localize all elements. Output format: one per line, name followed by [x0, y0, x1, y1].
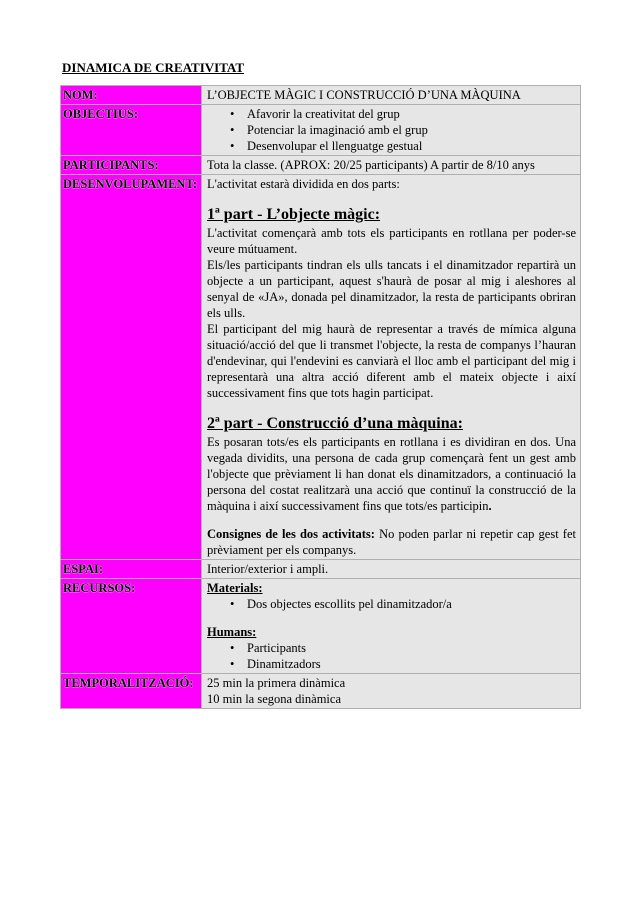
label-espai: ESPAI: [61, 560, 202, 579]
list-item: • Potenciar la imaginació amb el grup [247, 122, 576, 138]
spacer [207, 612, 576, 624]
list-item: • Dos objectes escollits pel dinamitzador/a [247, 596, 576, 612]
part1-paragraph: El participant del mig haurà de representar a través de mímica alguna situació/acció del que li transmet l'objecte, la resta de companys l’hauran d'endevinar, qui l'endevini es canviarà el lloc amb el participant del mig i representarà una altra acció diferent amb el mateix objecte i així successivament fins que tots hagin participat. [207, 322, 576, 400]
value-recursos [202, 579, 581, 674]
temporalitzacio-line: 25 min la primera dinàmica [207, 676, 346, 690]
value-espai: Interior/exterior i ampli. [202, 560, 581, 579]
value-desenvolupament [202, 175, 581, 560]
row-espai [61, 560, 581, 579]
humans-heading: Humans: [207, 625, 257, 639]
row-objectius [61, 105, 581, 156]
label-objectius: OBJECTIUS: [61, 105, 202, 156]
desenvolupament-intro: L'activitat estarà dividida en dos parts: [207, 177, 400, 191]
part2-heading: 2ª part - Construcció d’una màquina: [207, 415, 463, 432]
consignes-label: Consignes de les dos activitats: [207, 527, 375, 541]
consignes-text: No poden parlar ni repetir cap gest fet prèviament per els companys. [207, 527, 576, 557]
part2-paragraph [207, 434, 576, 514]
row-recursos [61, 579, 581, 674]
spacer [207, 514, 576, 526]
objectius-list [207, 106, 576, 154]
part2-paragraph-text: Es posaran tots/es els participants en rotllana i es dividiran en dos. Una vegada dividits, una persona de cada grup començarà fent un gest amb l'objecte que prèviament li han donat els dinamitzadors, a continuació la persona del costat realitzarà una acció que continuï la construcció de la màquina i així successivament fins que tots/es participin [207, 435, 576, 513]
row-nom [61, 86, 581, 105]
value-objectius [202, 105, 581, 156]
humans-list [207, 640, 576, 672]
materials-heading: Materials: [207, 581, 263, 595]
part1-heading: 1ª part - L’objecte màgic: [207, 206, 381, 223]
part2-paragraph-end: . [488, 499, 492, 513]
row-desenvolupament [61, 175, 581, 560]
consignes-paragraph [207, 526, 576, 558]
label-temporalitzacio: TEMPORALITZACIÓ: [61, 674, 202, 709]
label-participants: PARTICIPANTS: [61, 156, 202, 175]
value-temporalitzacio [202, 674, 581, 709]
row-participants [61, 156, 581, 175]
document-title: DINAMICA DE CREATIVITAT [62, 60, 245, 75]
value-nom: L’OBJECTE MÀGIC I CONSTRUCCIÓ D’UNA MÀQUINA [202, 86, 581, 105]
activity-sheet-table [60, 85, 581, 709]
label-desenvolupament: DESENVOLUPAMENT: [61, 175, 202, 560]
label-nom: NOM: [61, 86, 202, 105]
materials-list [207, 596, 576, 612]
temporalitzacio-line: 10 min la segona dinàmica [207, 692, 341, 706]
list-item: • Desenvolupar el llenguatge gestual [247, 138, 576, 154]
list-item: • Dinamitzadors [247, 656, 576, 672]
list-item: • Participants [247, 640, 576, 656]
list-item: • Afavorir la creativitat del grup [247, 106, 576, 122]
value-participants: Tota la classe. (APROX: 20/25 participants) A partir de 8/10 anys [202, 156, 581, 175]
label-recursos: RECURSOS: [61, 579, 202, 674]
part1-paragraph: Els/les participants tindran els ulls tancats i el dinamitzador repartirà un objecte a un participant, aquest s'haurà de posar al mig i aleshores al senyal de «JA», donada pel dinamitzador, la resta de participants obriran els ulls. [207, 258, 576, 320]
part1-paragraph: L'activitat començarà amb tots els participants en rotllana per poder-se veure mútuament. [207, 226, 576, 256]
row-temporalitzacio [61, 674, 581, 709]
